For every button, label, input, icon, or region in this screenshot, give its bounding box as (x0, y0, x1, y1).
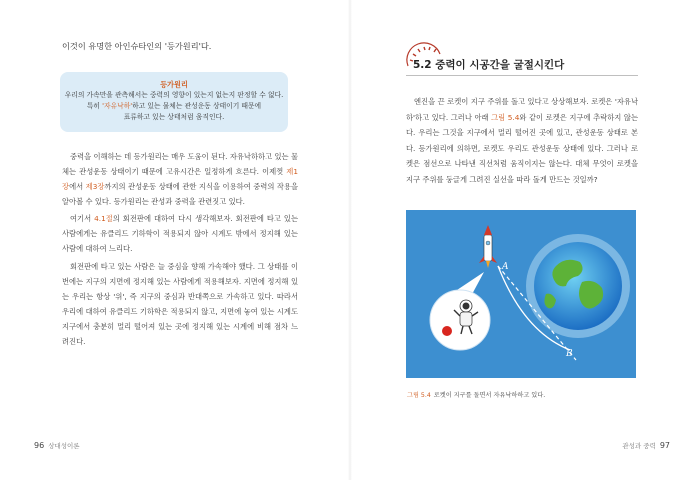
rocket-orbit-figure (406, 210, 636, 378)
callout-highlight: '자유낙하' (102, 102, 133, 110)
paragraph-3: 회전판에 타고 있는 사람은 늘 중심을 향해 가속해야 했다. 그 상태를 이번에는 지구의 지면에 정지해 있는 사람에게 적용해보자. 지면에 정지해 있는 우리는 항상 '위', 즉 지구의 중심과 반대쪽으로 가속하고 있다. 따라서 우리에 대하여 유클리드 기하학은 적용되지 않고, 지면에 놓여 있는 시계도 지구에서 충분히 멀리 떨어져 있는 곳에 정지해 있는 시계에 비해 점차 느려진다. (62, 262, 298, 346)
page-footer-left (34, 441, 80, 450)
running-title-right: 관성과 중력 (622, 442, 656, 450)
caption-text: 로켓이 지구를 돌면서 자유낙하하고 있다. (433, 392, 546, 399)
figure-ref: 그림 5.4 (491, 112, 520, 122)
right-paragraph-text-b: 와 같이 로켓은 지구에 추락하지 않는다. 우리는 그것을 지구에서 멀리 떨어진 곳에 있고, 관성운동 상태로 본다. 등가원리에 의하면, 로켓도 우리도 관성운동 상태에 있다. 그러나 로켓은 점선으로 나타낸 직선처럼 움직이지는 않는다. 대체 무엇이 로켓을 지구 주위를 둥글게 그려진 실선을 따라 돌게 만드는 것일까? (406, 112, 638, 184)
caption-label: 그림 5.4 (407, 392, 431, 399)
book-gutter (348, 0, 352, 480)
point-a-label: A (502, 262, 509, 272)
earth (534, 242, 622, 330)
right-paragraph-text-a: 엔진을 끈 로켓이 지구 주위를 돌고 있다고 상상해보자. 로켓은 '자유낙하'하고 있다. 그러나 아래 (406, 97, 638, 122)
point-b-label: B (566, 349, 573, 359)
chapter-ref-3: 제3장 (85, 182, 105, 191)
callout-line-2-before: 특히 (86, 102, 103, 110)
paragraph-2 (62, 211, 298, 256)
callout-line-3: 표류하고 있는 상태처럼 움직인다. (123, 113, 225, 121)
paragraph-1-text-a: 중력을 이해하는 데 등가원리는 매우 도움이 된다. 자유낙하하고 있는 물체는 관성운동 상태이기 때문에 고유시간은 일정하게 흐른다. 이제껏 (62, 152, 298, 176)
callout-line-2 (60, 101, 288, 112)
principle-callout (60, 72, 288, 132)
chapter-ref-1: 제1장 (62, 167, 298, 191)
section-title: 5.2 중력이 시공간을 굴절시킨다 (413, 59, 565, 71)
page-number-left: 96 (34, 441, 45, 450)
paragraph-2-text-b: 의 회전판에 대하여 다시 생각해보자. 회전판에 타고 있는 사람에게는 유클리드 기하학이 적용되지 않아 시계도 밖에서 정지해 있는 사람에 대하여 느리다. (62, 214, 298, 253)
paragraph-1-text-c: 까지의 관성운동 상태에 관한 지식을 이용하여 중력의 작용을 알아볼 수 있다. 등가원리는 관성과 중력을 관련짓고 있다. (62, 182, 298, 206)
section-ref: 4.1절 (94, 214, 113, 223)
paragraph-1-text-b: 에서 (69, 182, 86, 191)
callout-title: 등가원리 (160, 80, 188, 89)
floating-ball (442, 326, 452, 336)
paragraph-1 (62, 149, 298, 209)
right-paragraph (406, 94, 638, 187)
page-footer-right (622, 441, 670, 450)
callout-line-2-after: 하고 있는 물체는 관성운동 상태이기 때문에 (132, 102, 262, 110)
figure-caption (407, 390, 545, 399)
paragraph-2-text-a: 여기서 (70, 214, 95, 223)
intro-line: 이것이 유명한 아인슈타인의 '등가원리'다. (62, 41, 212, 51)
section-rule (406, 75, 638, 76)
page-number-right: 97 (659, 441, 670, 450)
callout-line-1: 우리의 가속만을 관측해서는 중력의 영향이 있는지 없는지 판정할 수 없다. (64, 91, 284, 99)
running-title-left: 상대성이론 (48, 442, 80, 450)
